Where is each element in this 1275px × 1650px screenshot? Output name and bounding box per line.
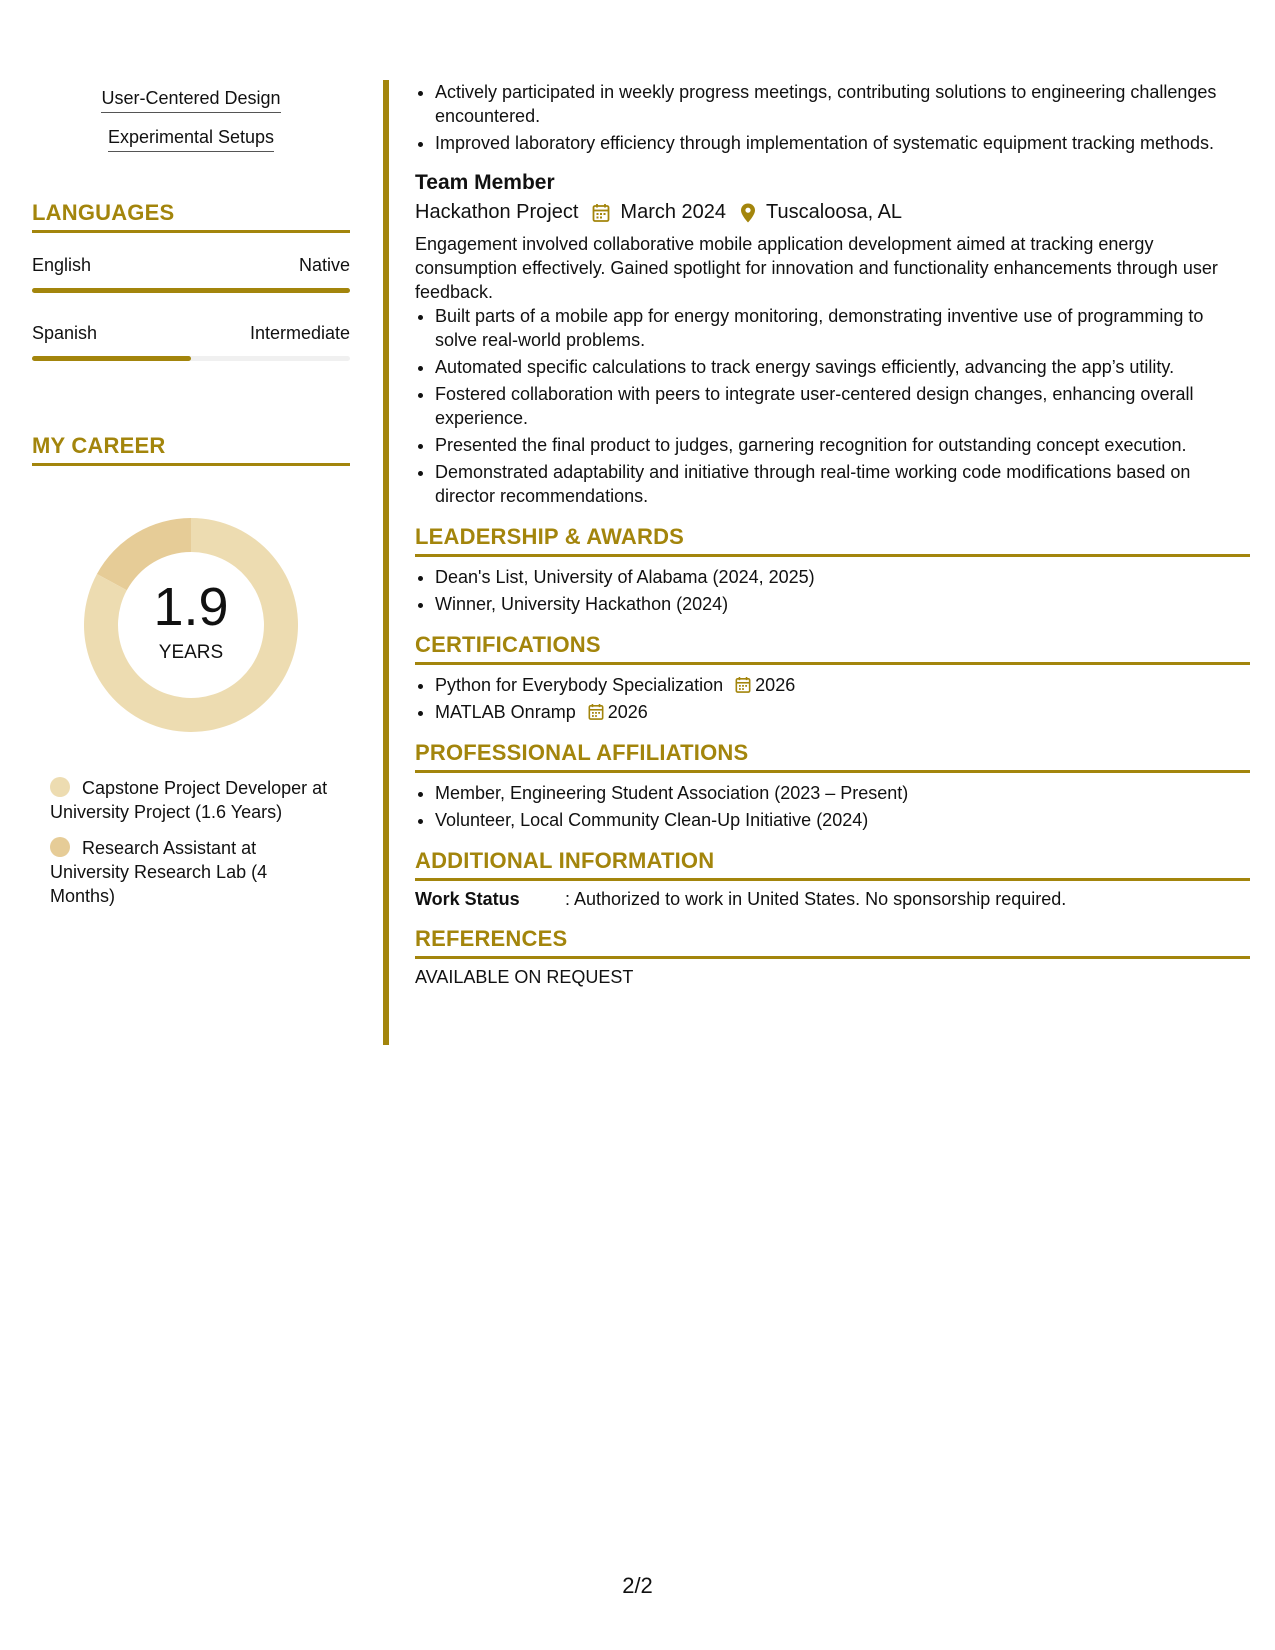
previous-job-bullets — [415, 80, 1250, 155]
certification-item — [435, 700, 1250, 724]
certifications-list — [415, 673, 1250, 724]
career-legend — [32, 776, 330, 908]
affiliations-heading: PROFESSIONAL AFFILIATIONS — [415, 740, 1250, 773]
job-title: Team Member — [415, 171, 555, 194]
language-level: Native — [298, 255, 350, 275]
calendar-icon — [592, 203, 610, 223]
language-proficiency-bar — [32, 288, 350, 293]
language-proficiency-bar — [32, 356, 350, 361]
job-bullets — [415, 304, 1250, 508]
legend-item — [50, 776, 330, 824]
job-description: Engagement involved collaborative mobile application development aimed at tracking energy consumption effectively. Gained spotlight for innovation and functionality enhancements through user feedback. — [415, 234, 1218, 302]
career-total-years: 1.9 — [153, 577, 229, 637]
legend-label: Capstone Project Developer at University Project (1.6 Years) — [50, 778, 328, 822]
bullet-item: • Dean's List, University of Alabama (2024, 2025) — [435, 565, 1250, 589]
bullet-item: • Presented the final product to judges, garnering recognition for outstanding concept execution. — [435, 433, 1250, 457]
certifications-heading: CERTIFICATIONS — [415, 632, 1250, 665]
language-spanish — [32, 323, 350, 361]
language-english — [32, 255, 350, 293]
bullet-item: • Demonstrated adaptability and initiative through real-time working code modifications based on director recommendations. — [435, 460, 1250, 508]
location-pin-icon — [740, 203, 756, 223]
bullet-item: • Built parts of a mobile app for energy monitoring, demonstrating inventive use of programming to solve real-world problems. — [435, 304, 1250, 352]
calendar-icon — [588, 703, 604, 721]
language-name: English — [32, 255, 92, 275]
bullet-item: • Improved laboratory efficiency through implementation of systematic equipment tracking methods. — [435, 131, 1250, 155]
job-date: March 2024 — [620, 201, 727, 223]
language-level: Intermediate — [249, 323, 350, 343]
legend-dot-icon — [50, 837, 70, 857]
legend-dot-icon — [50, 777, 70, 797]
language-proficiency-fill — [32, 288, 350, 293]
legend-label: Research Assistant at University Research Lab (4 Months) — [50, 838, 268, 906]
language-name: Spanish — [32, 323, 98, 343]
additional-info-heading: ADDITIONAL INFORMATION — [415, 848, 1250, 881]
main-content — [415, 80, 1250, 988]
skill-item: Experimental Setups — [108, 127, 274, 152]
references-heading: REFERENCES — [415, 926, 1250, 959]
bullet-item: • Winner, University Hackathon (2024) — [435, 592, 1250, 616]
bullet-item: • Volunteer, Local Community Clean-Up Initiative (2024) — [435, 808, 1250, 832]
column-divider — [383, 80, 389, 1045]
affiliations-list — [415, 781, 1250, 832]
leadership-heading: LEADERSHIP & AWARDS — [415, 524, 1250, 557]
languages-heading: LANGUAGES — [32, 200, 350, 233]
legend-item — [50, 836, 330, 908]
calendar-icon — [735, 676, 751, 694]
page-number: 2/2 — [622, 1573, 653, 1598]
language-proficiency-fill — [32, 356, 191, 361]
bullet-item: • Automated specific calculations to track energy savings efficiently, advancing the app’s utility. — [435, 355, 1250, 379]
career-donut-chart — [76, 510, 306, 740]
bullet-item: • Fostered collaboration with peers to integrate user-centered design changes, enhancing overall experience. — [435, 382, 1250, 430]
job-location: Tuscaloosa, AL — [766, 201, 903, 223]
certification-item — [435, 673, 1250, 697]
sidebar — [32, 72, 350, 920]
skill-item: User-Centered Design — [101, 88, 280, 113]
certification-year: 2026 — [607, 702, 648, 722]
job-meta — [415, 201, 1250, 224]
certification-name: Python for Everybody Specialization — [435, 675, 724, 695]
work-status-row — [415, 889, 1250, 910]
references-text: AVAILABLE ON REQUEST — [415, 967, 634, 987]
job-company: Hackathon Project — [415, 201, 579, 223]
donut-center — [76, 577, 306, 664]
work-status-label: Work Status — [415, 889, 520, 909]
work-status-value: : Authorized to work in United States. No sponsorship required. — [565, 889, 1067, 909]
bullet-item: • Actively participated in weekly progress meetings, contributing solutions to engineering challenges encountered. — [435, 80, 1250, 128]
career-unit: YEARS — [158, 642, 224, 663]
bullet-item: • Member, Engineering Student Association (2023 – Present) — [435, 781, 1250, 805]
leadership-list — [415, 565, 1250, 616]
career-heading: MY CAREER — [32, 433, 350, 466]
certification-name: MATLAB Onramp — [435, 702, 576, 722]
skills-list — [32, 88, 350, 152]
certification-year: 2026 — [755, 675, 796, 695]
